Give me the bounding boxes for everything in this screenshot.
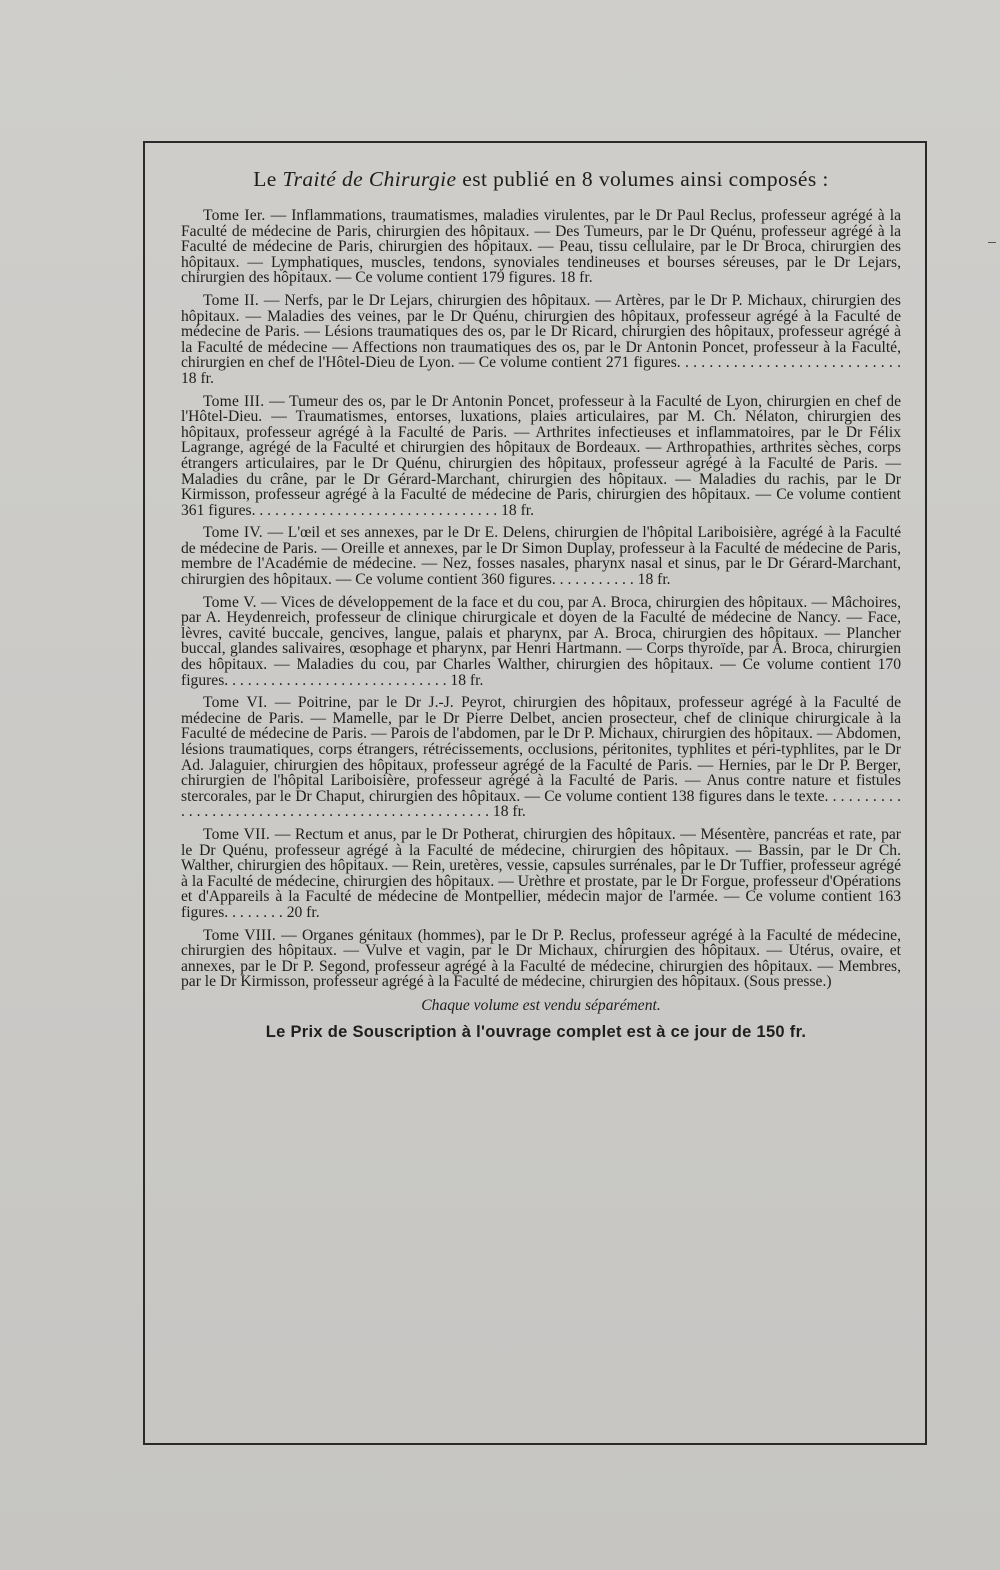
tome-text: — Rectum et anus, par le Dr Potherat, chirurgien des hôpitaux. — Mésentère, pancréas et rate, par le Dr Quénu, professeur agrégé à la Faculté de médecine, chirurgien des hôpitaux. — Bassin, par le Dr Ch. Walther, chirurgien des hôpitaux. — Rein, uretères, vessie, capsules surrénales, par le Dr Tuffier, professeur agrégé à la Faculté de médecine, chirurgien des hôpitaux. — Urèthre et prostate, par le Dr Forgue, professeur d'Opérations et d'Appareils à la Faculté de médecine de Montpellier, médecin major de l'armée. — Ce volume contient 163 figures. . . . . . . .: [181, 825, 902, 921]
tome-text: — Poitrine, par le Dr J.-J. Peyrot, chirurgien des hôpitaux, professeur agrégé à la Faculté de médecine de Paris. — Mamelle, par le Dr Pierre Delbet, ancien prosecteur, chef de clinique chirurgicale à la Faculté de médecine de Paris. — Parois de l'abdomen, par le Dr P. Michaux, chirurgien des hôpitaux. — Abdomen, lésions traumatiques, corps étrangers, rétrécissements, occlusions, péritonites, typhlites et péri-typhlites, par le Dr Ad. Jalaguier, chirurgien des hôpitaux, professeur agrégé de la Faculté de Paris. — Hernies, par le Dr P. Berger, chirurgien de l'hôpital Lariboisière, professeur agrégé à la Faculté de Paris. — Anus contre nature et fistules stercorales, par le Dr Chaput, chirurgien des hôpitaux. — Ce volume contient 138 figures dans le texte. . . . . . . . . . . . . . . . . . . . . . . . . . . . . . . . . . . . . . . . . . . . . . . . . .: [181, 694, 901, 821]
subscription-price: Le Prix de Souscription à l'ouvrage complet est à ce jour de 150 fr.: [265, 1022, 807, 1041]
tome-text: — Organes génitaux (hommes), par le Dr P. Reclus, professeur agrégé à la Faculté de médecine, chirurgien des hôpitaux. — Vulve et vagin, par le Dr Michaux, chirurgien des hôpitaux. — Utérus, ovaire, et annexes, par le Dr P. Segond, professeur agrégé à la Faculté de médecine, chirurgien des hôpitaux. — Membres, par le Dr Kirmisson, professeur agrégé à la Faculté de médecine, chirurgien des hôpitaux. (Sous presse.): [181, 926, 901, 991]
tome-price: 18 fr.: [501, 501, 535, 519]
tome-label: Tome VII.: [203, 825, 271, 843]
tome-label: Tome VI.: [203, 694, 268, 712]
tome-price: 18 fr.: [559, 269, 593, 287]
tome-label: Tome Ier.: [203, 207, 266, 224]
tome-text: — Nerfs, par le Dr Lejars, chirurgien des hôpitaux. — Artères, par le Dr P. Michaux, chirurgien des hôpitaux. — Maladies des veines, par le Dr Quénu, chirurgien des hôpitaux, professeur agrégé à la Faculté de médecine de Paris. — Lésions traumatiques des os, par le Dr Ricard, chirurgien des hôpitaux, professeur agrégé à la Faculté de médecine — Affections non traumatiques des os, par le Dr Antonin Poncet, professeur à la Faculté, chirurgien en chef de l'Hôtel-Dieu de Lyon. — Ce volume contient 271 figures. . . . . . . . . . . . . . . . . . . . . . . . . . . .: [181, 291, 901, 372]
heading-title: Traité de Chirurgie: [282, 167, 457, 191]
page-heading: [181, 167, 901, 192]
tome-price: 20 fr.: [286, 903, 320, 921]
tome-label: Tome IV.: [203, 524, 263, 542]
tome-price: 18 fr.: [637, 571, 671, 589]
tome-entry: [181, 928, 901, 990]
margin-mark: [988, 242, 996, 243]
tome-text: — L'œil et ses annexes, par le Dr E. Delens, chirurgien de l'hôpital Lariboisière, agrégé à la Faculté de médecine de Paris. — Oreille et annexes, par le Dr Simon Duplay, professeur à la Faculté de médecine de Paris, membre de l'Académie de médecine. — Nez, fosses nasales, pharynx nasal et sinus, par le Dr Gérard-Marchant, chirurgien des hôpitaux. — Ce volume contient 360 figures. . . . . . . . . . .: [181, 524, 901, 589]
tome-label: Tome III.: [203, 392, 265, 410]
tome-entry: [181, 394, 901, 519]
tome-text: — Tumeur des os, par le Dr Antonin Poncet, professeur à la Faculté de Lyon, chirurgien en chef de l'Hôtel-Dieu. — Traumatismes, entorses, luxations, plaies articulaires, par M. Ch. Nélaton, chirurgien des hôpitaux, professeur agrégé à la Faculté de Paris. — Arthrites infectieuses et inflammatoires, par le Dr Félix Lagrange, agrégé de la Faculté et chirurgien des hôpitaux de Bordeaux. — Arthropathies, arthrites sèches, corps étrangers articulaires, par le Dr Quénu, chirurgien des hôpitaux, professeur agrégé à la Faculté de Paris. — Maladies du crâne, par le Dr Gérard-Marchant, chirurgien des hôpitaux. — Maladies du rachis, par le Dr Kirmisson, professeur agrégé à la Faculté de médecine de Paris, chirurgien des hôpitaux. — Ce volume contient 361 figures. . . . . . . . . . . . . . . . . . . . . . . . . . . . . . . .: [181, 392, 901, 519]
tome-price: 18 fr.: [450, 671, 484, 689]
heading-prefix: Le: [253, 167, 283, 191]
tome-entry: [181, 695, 901, 820]
tome-label: Tome VIII.: [203, 926, 276, 944]
tome-entry: [181, 208, 901, 286]
tome-entry: [181, 293, 901, 387]
tome-entry: [181, 827, 901, 921]
announcement-frame: [143, 141, 927, 1445]
tome-price: 18 fr.: [181, 369, 214, 387]
tome-text: — Vices de développement de la face et du cou, par A. Broca, chirurgien des hôpitaux. — Mâchoires, par A. Heydenreich, professeur de clinique chirurgicale et doyen de la Faculté de médecine de Nancy. — Face, lèvres, cavité buccale, gencives, langue, palais et pharynx, par A. Broca, chirurgien des hôpitaux. — Plancher buccal, glandes salivaires, œsophage et pharynx, par Henri Hartmann. — Corps thyroïde, par A. Broca, chirurgien des hôpitaux. — Maladies du cou, par Charles Walther, chirurgien des hôpitaux. — Ce volume contient 170 figures. . . . . . . . . . . . . . . . . . . . . . . . . . . . .: [181, 593, 901, 689]
tome-entry: [181, 525, 901, 587]
tome-text: — Inflammations, traumatismes, maladies virulentes, par le Dr Paul Reclus, professeur agrégé à la Faculté de médecine de Paris, chirurgien des hôpitaux. — Des Tumeurs, par le Dr Quénu, professeur agrégé à la Faculté de médecine de Paris, chirurgien des hôpitaux. — Peau, tissu cellulaire, par le Dr Broca, chirurgien des hôpitaux. — Lymphatiques, muscles, tendons, synoviales tendineuses et bourses séreuses, par le Dr Lejars, chirurgien des hôpitaux. — Ce volume contient 179 figures.: [181, 207, 901, 287]
sale-note: Chaque volume est vendu séparément.: [421, 996, 661, 1014]
tome-label: Tome II.: [203, 291, 260, 309]
tome-price: 18 fr.: [492, 803, 526, 821]
heading-suffix: est publié en 8 volumes ainsi composés :: [456, 167, 829, 191]
tome-label: Tome V.: [203, 593, 257, 611]
tome-entry: [181, 595, 901, 689]
